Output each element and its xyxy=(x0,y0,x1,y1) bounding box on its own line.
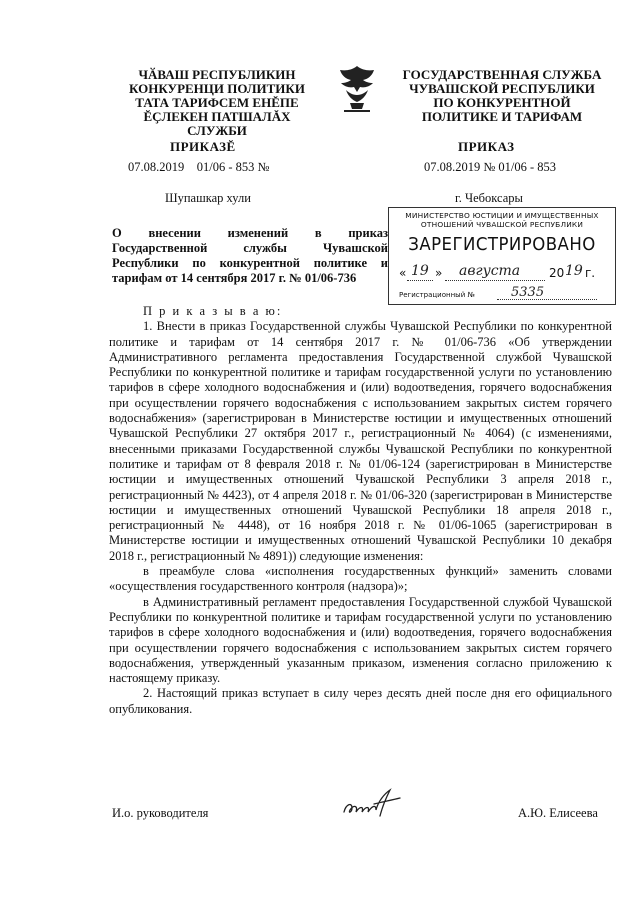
order-paragraph-2: в преамбуле слова «исполнения государственных функций» заменить словами «осуществления государственного контроля (надзора)»; xyxy=(109,564,612,594)
coat-of-arms-emblem-icon xyxy=(332,62,382,114)
stamp-month: августа xyxy=(459,263,521,279)
order-directive-word: П р и к а з ы в а ю: xyxy=(143,304,283,318)
header-right-line: ЧУВАШСКОЙ РЕСПУБЛИКИ xyxy=(409,81,595,96)
stamp-date: « 19 » августа 20 19 г. xyxy=(399,263,596,280)
stamp-registered-title: ЗАРЕГИСТРИРОВАНО xyxy=(408,234,596,255)
header-left-line: ĔҪЛЕКЕН ПАТШАЛĂХ СЛУЖБИ xyxy=(143,109,291,138)
order-title-russian: ПРИКАЗ xyxy=(458,139,515,154)
stamp-reg-label: Регистрационный № xyxy=(399,291,475,299)
order-date-number-chuvash: 07.08.2019 01/06 - 853 № xyxy=(128,160,270,174)
stamp-year-suffix: 19 xyxy=(565,263,583,279)
order-paragraph-4: 2. Настоящий приказ вступает в силу через десять дней после дня его официального опубликования. xyxy=(109,686,612,716)
order-subject: О внесении изменений в приказ Государственной службы Чувашской Республики по конкурентной политике и тарифам от 14 сентября 2017 г. № 01/06-736 xyxy=(112,226,388,285)
signatory-position: И.о. руководителя xyxy=(112,806,209,820)
stamp-ministry-line: ОТНОШЕНИЙ ЧУВАШСКОЙ РЕСПУБЛИКИ xyxy=(420,220,584,229)
header-right-line: ПО КОНКУРЕНТНОЙ xyxy=(433,95,571,110)
header-left-line: КОНКУРЕНЦИ ПОЛИТИКИ xyxy=(129,81,305,96)
header-left-org-name xyxy=(112,68,322,138)
order-paragraph-1: 1. Внести в приказ Государственной службы Чувашской Республики по конкурентной политике и тарифам от 14 сентября 2017 г. № 01/06-736 «Об утверждении Административного регламента предоставления Государственной службой Чувашской Республики по конкурентной политике и тарифам государственной услуги по установлению тарифов в сфере холодного водоснабжения и (или) водоотведения, горячего водоснабжения при осуществлении горячего водоснабжения с использованием закрытых систем горячего водоснабжения» (зарегистрирован в Министерстве юстиции и имущественных отношений Чувашской Республики 27 октября 2017 г., регистрационный № 4064) (с изменениями, внесенными приказами Государственной службы Чувашской Республики по конкурентной политике и тарифам от 8 февраля 2018 г. № 01/06-124 (зарегистрирован в Министерстве юстиции и имущественных отношений Чувашской Республики 3 апреля 2018 г., регистрационный № 4423), от 4 апреля 2018 г. № 01/06-320 (зарегистрирован в Министерстве юстиции и имущественных отношений Чувашской Республики 18 апреля 2018 г., регистрационный № 4448), от 16 ноября 2018 г. № 01/06-1065 (зарегистрирован в Министерстве юстиции и имущественных отношений Чувашской Республики 10 декабря 2018 г., регистрационный № 4891)) следующие изменения: xyxy=(109,319,612,563)
stamp-reg-value: 5335 xyxy=(511,285,545,300)
signatory-name: А.Ю. Елисеева xyxy=(518,806,598,820)
stamp-year-end: г. xyxy=(585,266,596,280)
header-left-line: ЧӐВАШ РЕСПУБЛИКИН xyxy=(138,67,296,82)
header-right-line: ПОЛИТИКЕ И ТАРИФАМ xyxy=(421,109,583,124)
stamp-year-prefix: 20 xyxy=(549,266,565,280)
registration-stamp xyxy=(388,207,616,305)
header-left-line: ТАТА ТАРИФСЕМ ЕНĔПЕ xyxy=(135,95,299,110)
order-date-number-russian: 07.08.2019 № 01/06 - 853 xyxy=(424,160,557,174)
stamp-day: 19 xyxy=(411,263,429,279)
order-body xyxy=(109,304,612,717)
stamp-ministry-line: МИНИСТЕРСТВО ЮСТИЦИИ И ИМУЩЕСТВЕННЫХ xyxy=(405,211,599,220)
order-paragraph-3: в Административный регламент предоставления Государственной службой Чувашской Республики по конкурентной политике и тарифам государственной услуги по установлению тарифов в сфере холодного водоснабжения и (или) водоотведения, горячего водоснабжения при осуществлении горячего водоснабжения с использованием закрытых систем горячего водоснабжения, утвержденный указанным приказом, изменения согласно приложению к настоящему приказу. xyxy=(109,594,612,686)
header-right-org-name xyxy=(392,68,612,124)
order-title-chuvash: ПРИКАЗĔ xyxy=(170,139,236,154)
city-russian: г. Чебоксары xyxy=(455,191,523,205)
handwritten-signature-icon xyxy=(340,786,404,820)
stamp-registration-number xyxy=(399,285,605,302)
header-right-line: ГОСУДАРСТВЕННАЯ СЛУЖБА xyxy=(402,67,602,82)
city-chuvash: Шупашкар хули xyxy=(165,191,251,205)
